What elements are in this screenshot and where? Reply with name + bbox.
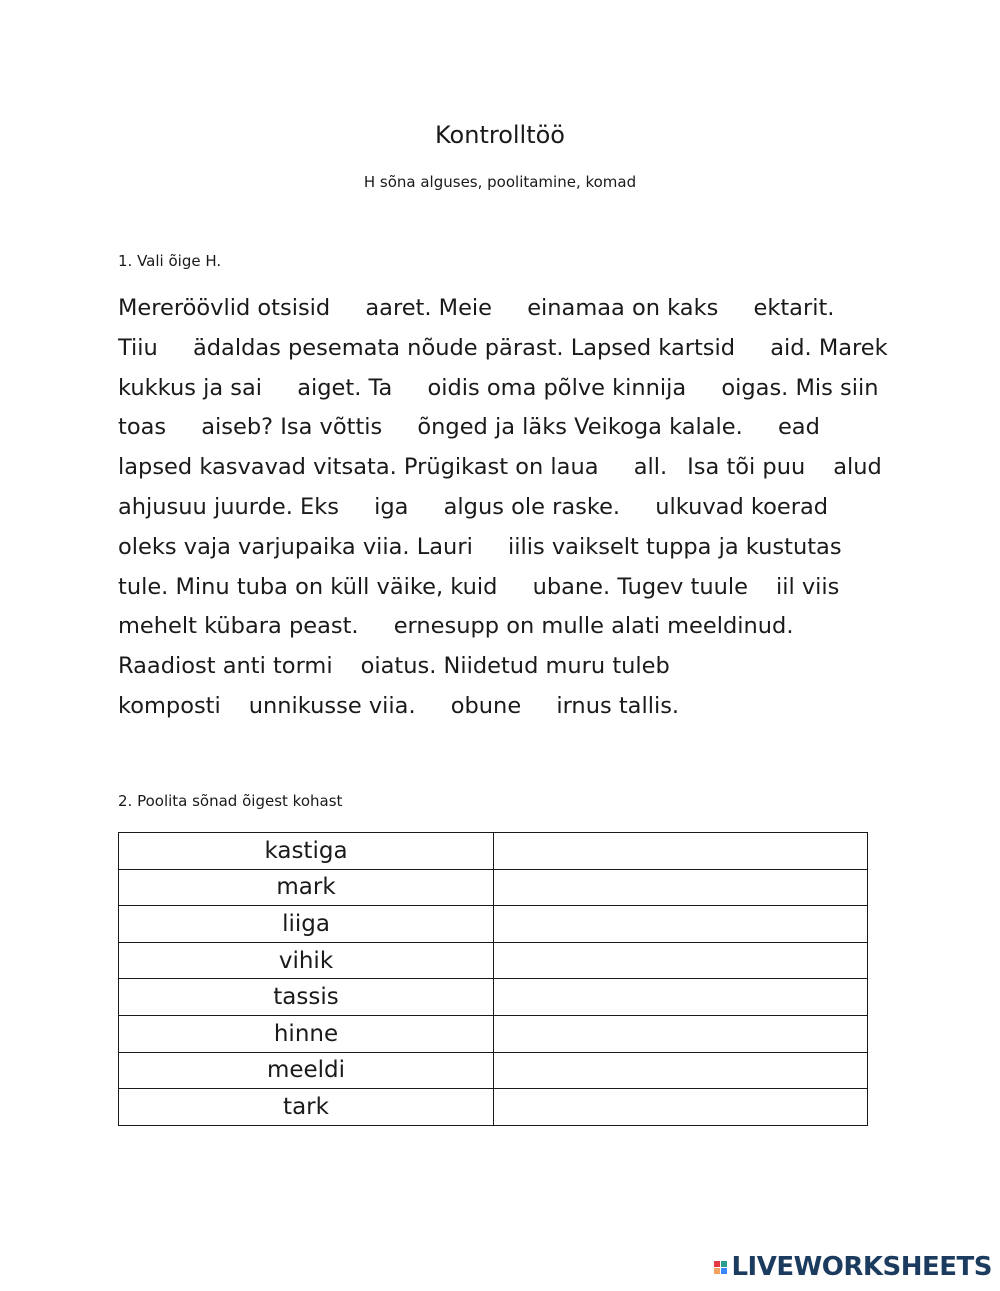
blank-input[interactable]	[480, 528, 508, 568]
answer-input[interactable]	[494, 1053, 867, 1087]
blank-input[interactable]	[606, 448, 634, 488]
text-line-7: oleks vaja varjupaika viia. Lauri iilis vaikselt tuppa ja kustutas	[118, 528, 888, 568]
word-cell: kastiga	[119, 833, 494, 870]
answer-input[interactable]	[494, 980, 867, 1014]
text-line-2: Tiiu ädaldas pesemata nõude pärast. Lapsed kartsid aid. Marek	[118, 329, 888, 369]
word-cell: liiga	[119, 906, 494, 943]
logo-square-teal	[721, 1261, 727, 1267]
answer-input[interactable]	[494, 944, 867, 978]
blank-input[interactable]	[269, 369, 297, 409]
blank-input[interactable]	[742, 329, 770, 369]
logo-square-orange	[714, 1268, 720, 1274]
answer-input[interactable]	[494, 907, 867, 941]
text-line-4: toas aiseb? Isa võttis õnged ja läks Veikoga kalale. ead	[118, 408, 888, 448]
word-cell: mark	[119, 869, 494, 906]
question-2-label: 2. Poolita sõnad õigest kohast	[118, 792, 343, 810]
blank-input[interactable]	[337, 289, 365, 329]
blank-input[interactable]	[627, 488, 655, 528]
text-line-6: ahjusuu juurde. Eks iga algus ole raske. ulkuvad koerad	[118, 488, 888, 528]
logo-text: LIVEWORKSHEETS	[731, 1252, 992, 1282]
answer-cell[interactable]	[494, 869, 868, 906]
word-cell: tassis	[119, 979, 494, 1016]
answer-input[interactable]	[494, 870, 867, 904]
blank-input[interactable]	[165, 329, 193, 369]
word-cell: meeldi	[119, 1052, 494, 1089]
answer-cell[interactable]	[494, 1089, 868, 1126]
text-line-8: tule. Minu tuba on küll väike, kuid ubane. Tugev tuule iil viis	[118, 568, 888, 608]
blank-input[interactable]	[748, 568, 776, 608]
blank-input[interactable]	[366, 607, 394, 647]
blank-input[interactable]	[693, 369, 721, 409]
blank-input[interactable]	[505, 568, 533, 608]
table-row	[119, 979, 868, 1016]
word-cell: tark	[119, 1089, 494, 1126]
blank-input[interactable]	[173, 408, 201, 448]
word-cell: hinne	[119, 1015, 494, 1052]
question-1-text	[118, 289, 888, 727]
blank-input[interactable]	[333, 647, 361, 687]
word-cell: vihik	[119, 942, 494, 979]
page-subtitle: H sõna alguses, poolitamine, komad	[363, 173, 637, 191]
text-line-3: kukkus ja sai aiget. Ta oidis oma põlve kinnija oigas. Mis siin	[118, 369, 888, 409]
table-row	[119, 1089, 868, 1126]
text-line-1: Mereröövlid otsisid aaret. Meie einamaa on kaks ektarit.	[118, 289, 888, 329]
blank-input[interactable]	[499, 289, 527, 329]
answer-input[interactable]	[494, 1017, 867, 1051]
answer-cell[interactable]	[494, 942, 868, 979]
text-line-9: mehelt kübara peast. ernesupp on mulle alati meeldinud.	[118, 607, 888, 647]
blank-input[interactable]	[416, 488, 444, 528]
blank-input[interactable]	[528, 687, 556, 727]
question-1-label: 1. Vali õige H.	[118, 252, 222, 270]
liveworksheets-icon	[714, 1261, 727, 1274]
blank-input[interactable]	[423, 687, 451, 727]
blank-input[interactable]	[399, 369, 427, 409]
liveworksheets-logo	[714, 1252, 992, 1282]
answer-cell[interactable]	[494, 906, 868, 943]
text-line-5: lapsed kasvavad vitsata. Prügikast on laua all. Isa tõi puu alud	[118, 448, 888, 488]
answer-input[interactable]	[494, 1090, 867, 1124]
logo-square-red	[714, 1261, 720, 1267]
page-title: Kontrolltöö	[435, 121, 565, 149]
answer-cell[interactable]	[494, 1015, 868, 1052]
answer-cell[interactable]	[494, 833, 868, 870]
answer-input[interactable]	[494, 834, 867, 868]
table-row	[119, 1052, 868, 1089]
logo-square-blue	[721, 1268, 727, 1274]
table-row	[119, 1015, 868, 1052]
blank-input[interactable]	[805, 448, 833, 488]
text-line-11: komposti unnikusse viia. obune irnus tallis.	[118, 687, 888, 727]
table-row	[119, 906, 868, 943]
text-line-10: Raadiost anti tormi oiatus. Niidetud muru tuleb	[118, 647, 888, 687]
blank-input[interactable]	[221, 687, 249, 727]
blank-input[interactable]	[725, 289, 753, 329]
table-row	[119, 869, 868, 906]
blank-input[interactable]	[346, 488, 374, 528]
blank-input[interactable]	[750, 408, 778, 448]
answer-cell[interactable]	[494, 979, 868, 1016]
answer-cell[interactable]	[494, 1052, 868, 1089]
hyphenation-table	[118, 832, 868, 1126]
table-row	[119, 833, 868, 870]
blank-input[interactable]	[389, 408, 417, 448]
table-row	[119, 942, 868, 979]
